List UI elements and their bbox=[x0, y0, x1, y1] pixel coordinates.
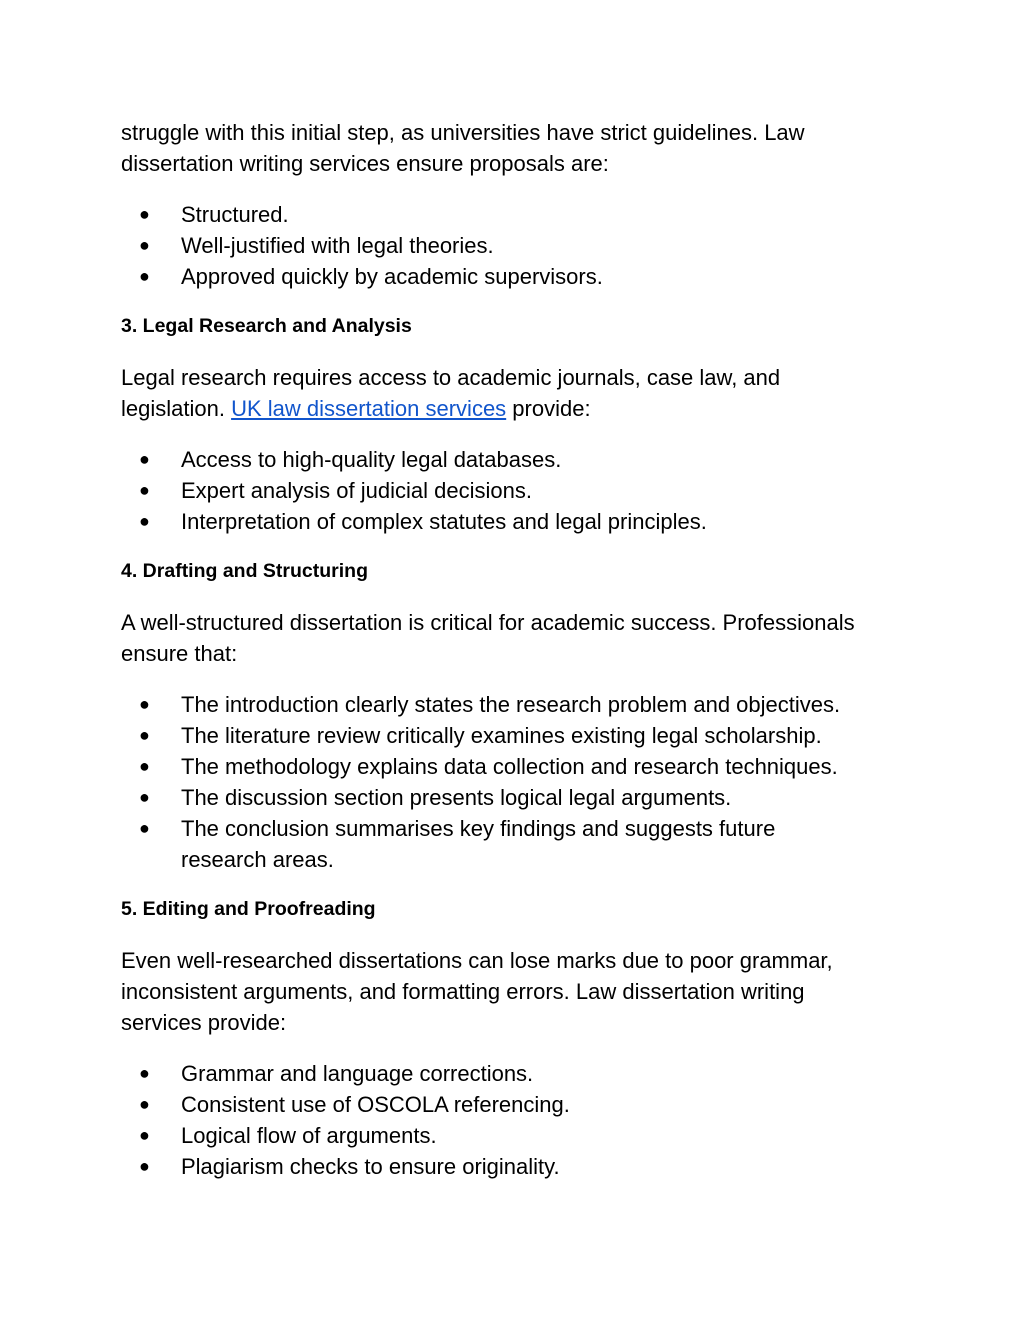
bullet-icon: ● bbox=[139, 1156, 150, 1176]
bullet-icon: ● bbox=[139, 694, 150, 714]
bullet-icon: ● bbox=[139, 1094, 150, 1114]
section-4-paragraph: A well-structured dissertation is critical for academic success. Professionals ensure that: bbox=[121, 610, 855, 666]
list-item: ● Grammar and language corrections. bbox=[121, 1058, 921, 1089]
section-3-bullet-list bbox=[121, 444, 921, 537]
bullet-icon: ● bbox=[139, 266, 150, 286]
bullet-icon: ● bbox=[139, 1125, 150, 1145]
bullet-icon: ● bbox=[139, 725, 150, 745]
uk-law-dissertation-services-link[interactable]: UK law dissertation services bbox=[231, 396, 507, 421]
bullet-icon: ● bbox=[139, 480, 150, 500]
intro-paragraph: struggle with this initial step, as universities have strict guidelines. Law dissertation writing services ensure proposals are: bbox=[121, 120, 805, 176]
list-item: ● Expert analysis of judicial decisions. bbox=[121, 475, 921, 506]
bullet-icon: ● bbox=[139, 511, 150, 531]
list-item: ● The methodology explains data collection and research techniques. bbox=[121, 751, 851, 782]
list-item: ● Plagiarism checks to ensure originality. bbox=[121, 1151, 921, 1182]
intro-bullet-list bbox=[121, 199, 921, 292]
list-item: ● Structured. bbox=[121, 199, 921, 230]
list-item: ● Interpretation of complex statutes and legal principles. bbox=[121, 506, 921, 537]
section-3-heading: 3. Legal Research and Analysis bbox=[121, 315, 412, 337]
section-4-bullet-list bbox=[121, 689, 851, 875]
bullet-icon: ● bbox=[139, 756, 150, 776]
bullet-icon: ● bbox=[139, 449, 150, 469]
bullet-icon: ● bbox=[139, 1063, 150, 1083]
list-item: ● Access to high-quality legal databases. bbox=[121, 444, 921, 475]
list-item: ● Consistent use of OSCOLA referencing. bbox=[121, 1089, 921, 1120]
list-item: ● Well-justified with legal theories. bbox=[121, 230, 921, 261]
bullet-icon: ● bbox=[139, 818, 150, 838]
section-4-heading: 4. Drafting and Structuring bbox=[121, 560, 369, 582]
document-page bbox=[121, 117, 921, 1182]
section-3-paragraph: Legal research requires access to academic journals, case law, and legislation. UK law dissertation services provide: bbox=[121, 365, 781, 421]
bullet-icon: ● bbox=[139, 787, 150, 807]
list-item: ● The discussion section presents logical legal arguments. bbox=[121, 782, 851, 813]
list-item: ● The introduction clearly states the research problem and objectives. bbox=[121, 689, 851, 720]
list-item: ● Logical flow of arguments. bbox=[121, 1120, 921, 1151]
section-5-bullet-list bbox=[121, 1058, 921, 1182]
list-item: ● Approved quickly by academic supervisors. bbox=[121, 261, 921, 292]
list-item: ● The conclusion summarises key findings and suggests future research areas. bbox=[121, 813, 851, 875]
section-5-heading: 5. Editing and Proofreading bbox=[121, 898, 376, 920]
bullet-icon: ● bbox=[139, 235, 150, 255]
bullet-icon: ● bbox=[139, 204, 150, 224]
section-5-paragraph: Even well-researched dissertations can lose marks due to poor grammar, inconsistent arguments, and formatting errors. Law dissertation writing services provide: bbox=[121, 948, 833, 1035]
list-item: ● The literature review critically examines existing legal scholarship. bbox=[121, 720, 851, 751]
